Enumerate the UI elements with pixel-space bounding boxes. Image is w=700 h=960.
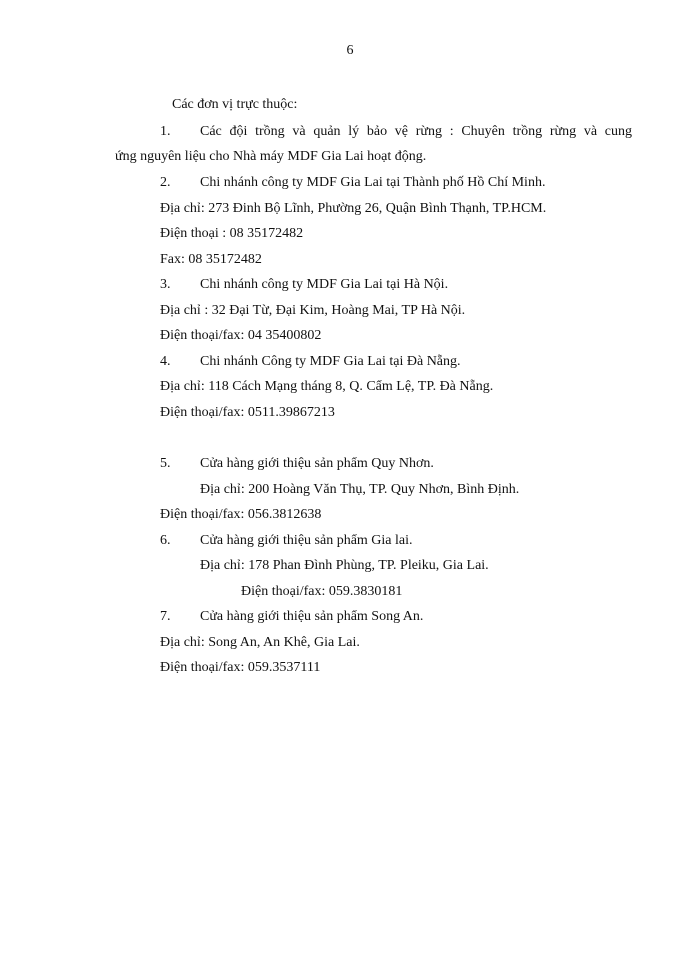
item-2-number: 2. <box>160 175 171 190</box>
item-2-title: Chi nhánh công ty MDF Gia Lai tại Thành phố Hồ Chí Minh. <box>200 175 546 190</box>
item-5-address: Địa chỉ: 200 Hoàng Văn Thụ, TP. Quy Nhơn, Bình Định. <box>200 482 520 497</box>
item-3-number: 3. <box>160 277 171 292</box>
item-2-phone: Điện thoại : 08 35172482 <box>160 226 304 241</box>
item-6-title: Cửa hàng giới thiệu sản phẩm Gia lai. <box>200 533 413 548</box>
item-6-address: Địa chỉ: 178 Phan Đình Phùng, TP. Pleiku, Gia Lai. <box>200 558 489 573</box>
item-7-address: Địa chỉ: Song An, An Khê, Gia Lai. <box>160 635 360 650</box>
item-2-fax: Fax: 08 35172482 <box>160 252 262 267</box>
item-3-title: Chi nhánh công ty MDF Gia Lai tại Hà Nội. <box>200 277 449 292</box>
item-7-phone-fax: Điện thoại/fax: 059.3537111 <box>160 660 321 675</box>
item-6-phone-fax: Điện thoại/fax: 059.3830181 <box>241 584 403 599</box>
item-4-address: Địa chỉ: 118 Cách Mạng tháng 8, Q. Cẩm Lệ, TP. Đà Nẵng. <box>160 379 494 394</box>
item-5-number: 5. <box>160 456 171 471</box>
page-number: 6 <box>346 43 354 58</box>
item-7-number: 7. <box>160 609 171 624</box>
item-4-number: 4. <box>160 354 171 369</box>
item-5-title: Cửa hàng giới thiệu sản phẩm Quy Nhơn. <box>200 456 434 471</box>
item-3-phone-fax: Điện thoại/fax: 04 35400802 <box>160 328 322 343</box>
item-1-title-line1: Các đội trồng và quản lý bảo vệ rừng : Chuyên trồng rừng và cung <box>200 124 632 139</box>
item-7-title: Cửa hàng giới thiệu sản phẩm Song An. <box>200 609 424 624</box>
item-4-title: Chi nhánh Công ty MDF Gia Lai tại Đà Nẵng. <box>200 354 461 369</box>
item-3-address: Địa chỉ : 32 Đại Từ, Đại Kim, Hoàng Mai, TP Hà Nội. <box>160 303 466 318</box>
item-5-phone-fax: Điện thoại/fax: 056.3812638 <box>160 507 322 522</box>
item-2-address: Địa chỉ: 273 Đinh Bộ Lĩnh, Phường 26, Quận Bình Thạnh, TP.HCM. <box>160 201 547 216</box>
item-4-phone-fax: Điện thoại/fax: 0511.39867213 <box>160 405 335 420</box>
item-6-number: 6. <box>160 533 171 548</box>
item-1-title-line2: ứng nguyên liệu cho Nhà máy MDF Gia Lai hoạt động. <box>115 149 427 164</box>
intro-heading: Các đơn vị trực thuộc: <box>172 97 298 112</box>
item-1-number: 1. <box>160 124 171 139</box>
